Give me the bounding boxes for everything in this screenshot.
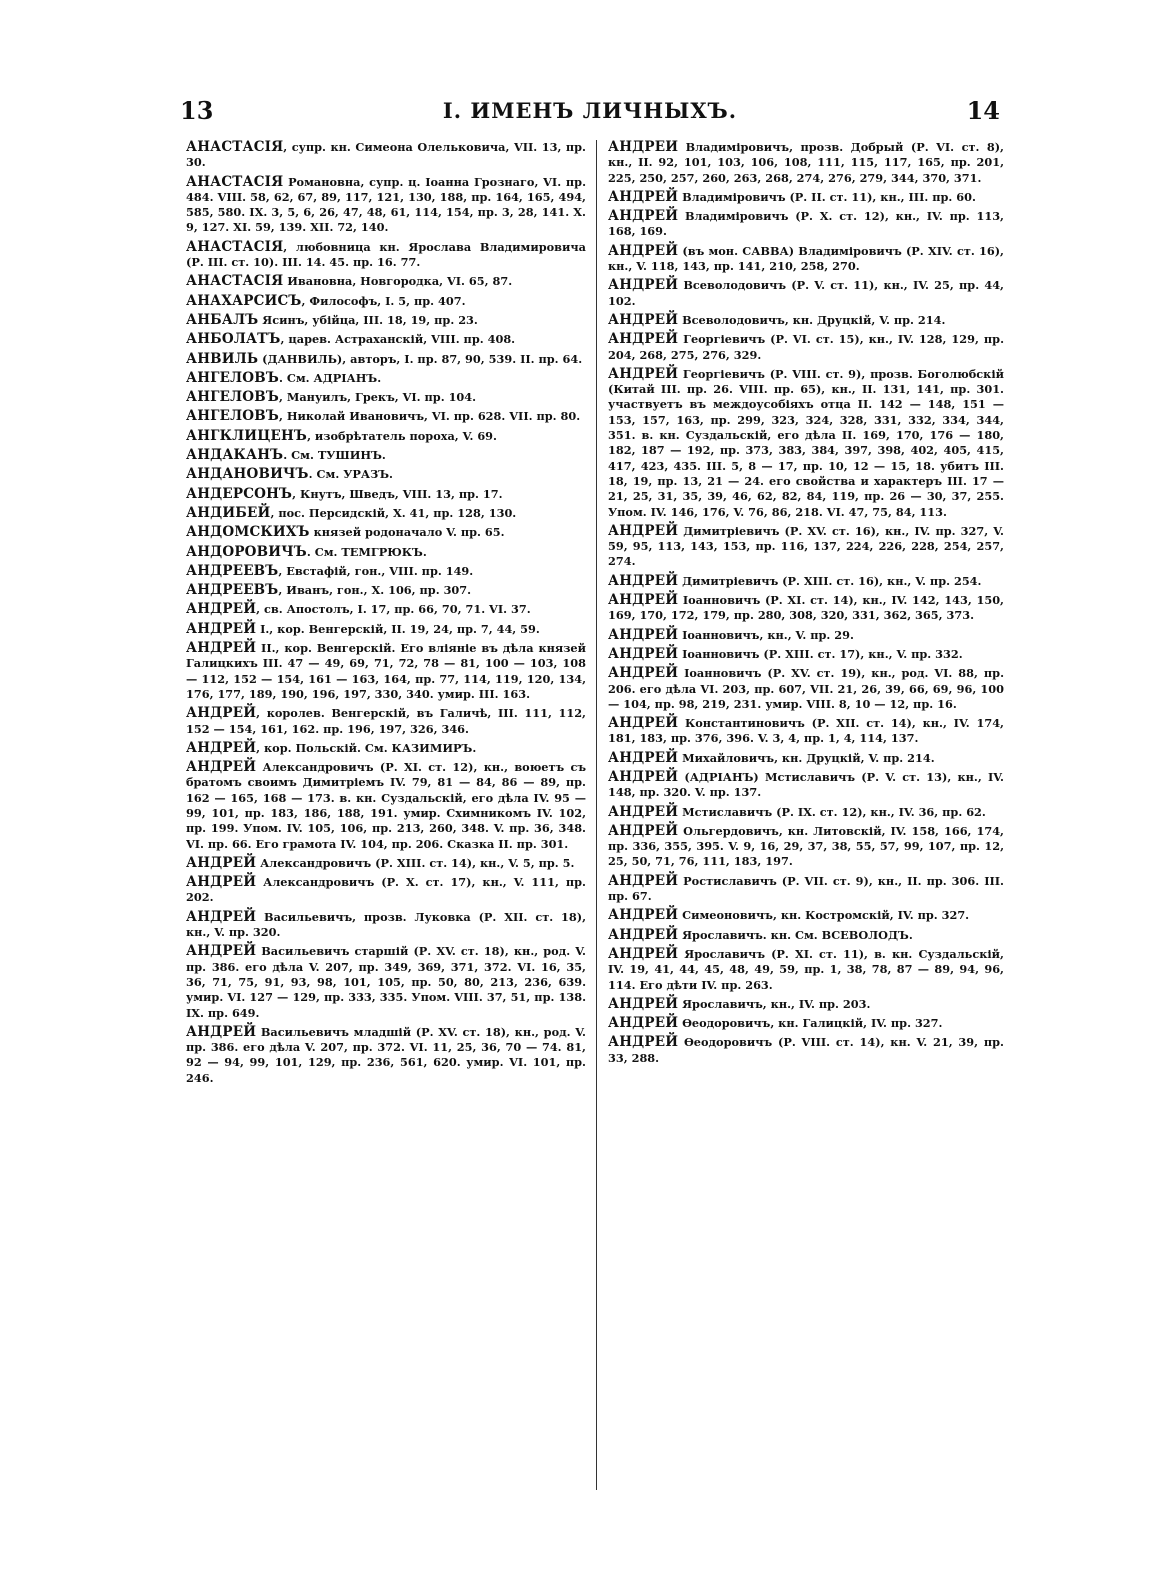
entry-headword: АНДРЕЙ: [608, 626, 679, 643]
index-entry: [608, 751, 1004, 766]
entry-references: Михайловичъ, кн. Друцкій, V. пр. 214.: [678, 750, 935, 765]
index-entry: [186, 622, 586, 637]
entry-headword: АНГЕЛОВЪ: [186, 389, 279, 406]
page-number-left: 13: [180, 96, 214, 125]
index-entry: [608, 770, 1004, 801]
entry-references: Владиміровичъ, прозв. Добрый (Р. VI. ст. 8), кн., II. 92, 101, 103, 106, 108, 111, 115, 117, 165, пр. 201, 225, 250, 257, 260, 263, 268, 274, 276, 279, 344, 370, 371.: [608, 140, 1004, 185]
entry-headword: АНДРЕЙ: [608, 749, 679, 766]
entry-headword: АНДРЕЙ: [608, 926, 679, 943]
entry-headword: АНДРЕЙ: [608, 365, 679, 382]
index-entry: [186, 856, 586, 871]
entry-references: Іоанновичъ (Р. XV. ст. 19), кн., род. VI. 88, пр. 206. его дѣла VI. 203, пр. 607, VII. 21, 26, 39, 66, 69, 96, 100 — 104, пр. 98, 219, 231. умир. VIII. 8, 10 — 12, пр. 16.: [608, 666, 1004, 711]
index-entry: [608, 1016, 1004, 1031]
index-entry: [608, 190, 1004, 205]
index-entry: [608, 574, 1004, 589]
entry-headword: АНАСТАСІЯ: [186, 140, 284, 155]
entry-references: Всеволодовичъ (Р. V. ст. 11), кн., IV. 25, пр. 44, 102.: [608, 278, 1004, 308]
entry-references: князей родоначало V. пр. 65.: [309, 525, 505, 540]
entry-headword: АНДАКАНЪ: [186, 447, 284, 464]
index-entry: [186, 487, 586, 502]
entry-references: , Николай Ивановичъ, VI. пр. 628. VII. пр. 80.: [278, 409, 581, 424]
index-entry: [608, 805, 1004, 820]
index-entry: [186, 602, 586, 617]
index-entry: [608, 716, 1004, 747]
index-entry: [186, 409, 586, 424]
entry-references: , Иванъ, гон., X. 106, пр. 307.: [278, 583, 472, 598]
index-entry: [186, 240, 586, 271]
entry-headword: АНДРЕЙ: [186, 640, 257, 657]
index-entry: [608, 908, 1004, 923]
index-entry: [608, 666, 1004, 712]
entry-headword: АНДРЕЙ: [608, 1034, 679, 1051]
index-entry: [608, 244, 1004, 275]
entry-headword: АНДРЕЙ: [608, 715, 679, 732]
entry-references: Іоанновичъ, кн., V. пр. 29.: [678, 627, 854, 642]
entry-references: Александровичъ (Р. XI. ст. 12), кн., воюетъ съ братомъ своимъ Димитріемъ IV. 79, 81 — 84, 86 — 89, пр. 162 — 165, 168 — 173. в. кн. Суздальскій, его дѣла IV. 95 — 99, 101, пр. 183, 186, 188, 191. умир. Схимникомъ IV. 102, пр. 199. Упом. IV. 105, 106, пр. 213, 260, 348. V. пр. 36, 348. VI. пр. 66. Его грамота IV. 104, пр. 206. Сказка II. пр. 301.: [186, 760, 586, 851]
entry-headword: АНДОМСКИХЪ: [186, 524, 310, 541]
index-entry: [186, 352, 586, 367]
entry-references: , св. Апостолъ, I. 17, пр. 66, 70, 71. VI. 37.: [256, 602, 531, 617]
entry-references: , Мануилъ, Грекъ, VI. пр. 104.: [278, 390, 477, 405]
index-entry: [186, 875, 586, 906]
index-entry: [608, 947, 1004, 993]
entry-headword: АНАСТАСІЯ: [186, 173, 284, 190]
entry-headword: АНДРЕЕВЪ: [186, 562, 279, 579]
entry-references: Константиновичъ (Р. XII. ст. 14), кн., IV. 174, 181, 183, пр. 376, 396. V. 3, 4, пр. 1, 4, 114, 137.: [608, 716, 1004, 746]
entry-headword: АНДРЕЙ: [608, 140, 679, 155]
entry-references: Всеволодовичъ, кн. Друцкій, V. пр. 214.: [678, 312, 946, 327]
section-title: I. ИМЕНЪ ЛИЧНЫХЪ.: [442, 98, 738, 123]
index-entry: [608, 140, 1004, 186]
left-column: [186, 140, 586, 1490]
entry-headword: АНДРЕЙ: [186, 759, 257, 776]
index-entry: [186, 506, 586, 521]
index-entry: [608, 524, 1004, 570]
entry-references: Ясинъ, убійца, III. 18, 19, пр. 23.: [258, 312, 478, 327]
entry-headword: АНДАНОВИЧЪ: [186, 466, 309, 483]
entry-references: , пос. Персидскій, X. 41, пр. 128, 130.: [270, 505, 517, 520]
entry-references: Александровичъ (Р. XIII. ст. 14), кн., V. 5, пр. 5.: [256, 855, 575, 870]
entry-references: Мстиславичъ (Р. IX. ст. 12), кн., IV. 36, пр. 62.: [678, 804, 986, 819]
entry-headword: АНДРЕЙ: [608, 277, 679, 294]
index-entry: [186, 175, 586, 236]
entry-references: , Философъ, I. 5, пр. 407.: [301, 293, 466, 308]
entry-headword: АНГЕЛОВЪ: [186, 369, 279, 386]
index-entry: [186, 467, 586, 482]
entry-references: . См. УРАЗЪ.: [308, 467, 393, 482]
entry-references: , королев. Венгерскій, въ Галичѣ, III. 111, 112, 152 — 154, 161, 162. пр. 196, 197, 326, 346.: [186, 706, 586, 736]
entry-headword: АНДРЕЙ: [608, 945, 679, 962]
index-entry: [608, 997, 1004, 1012]
index-entry: [186, 910, 586, 941]
index-entry: [608, 367, 1004, 520]
index-entry: [608, 874, 1004, 905]
index-entry: [186, 545, 586, 560]
index-entry: [186, 1025, 586, 1086]
index-entry: [186, 525, 586, 540]
entry-references: , изобрѣтатель пороха, V. 69.: [307, 428, 497, 443]
entry-references: (въ мон. САВВА) Владиміровичъ (Р. XIV. ст. 16), кн., V. 118, 143, пр. 141, 210, 258, 270.: [608, 243, 1004, 274]
entry-headword: АНДРЕЙ: [186, 705, 257, 722]
entry-references: (АДРІАНЪ) Мстиславичъ (Р. V. ст. 13), кн., IV. 148, пр. 320. V. пр. 137.: [608, 769, 1004, 800]
entry-references: Владиміровичъ (Р. X. ст. 12), кн., IV. пр. 113, 168, 169.: [608, 209, 1004, 239]
entry-references: . См. АДРІАНЪ.: [278, 370, 382, 385]
index-entry: [186, 641, 586, 702]
entry-headword: АНДРЕЙ: [186, 943, 257, 960]
entry-headword: АНДРЕЕВЪ: [186, 582, 279, 599]
entry-references: I., кор. Венгерскій, II. 19, 24, пр. 7, 44, 59.: [256, 621, 540, 636]
entry-headword: АНДРЕЙ: [608, 572, 679, 589]
index-entry: [186, 313, 586, 328]
index-entry: [186, 371, 586, 386]
index-entry: [186, 429, 586, 444]
entry-references: , Евстафій, гон., VIII. пр. 149.: [278, 563, 474, 578]
entry-references: Георгіевичъ (Р. VIII. ст. 9), прозв. Боголюбскій (Китай III. пр. 26. VIII. пр. 65), кн., II. 131, 141, пр. 301. участвуетъ въ междоусобіяхъ отца II. 142 — 148, 151 — 153, 157, 163, пр. 299, 323, 324, 328, 331, 332, 334, 344, 351. в. кн. Суздальскій, его дѣла II. 169, 170, 176 — 180, 182, 187 — 192, пр. 373, 383, 384, 397, 398, 402, 405, 415, 417, 423, 435. III. 5, 8 — 17, пр. 10, 12 — 15, 18. убитъ III. 18, 19, пр. 13, 21 — 24. его свойства и характеръ III. 17 — 21, 25, 31, 35, 39, 46, 62, 82, 84, 119, пр. 26 — 30, 37, 255. Упом. IV. 146, 176, V. 76, 86, 218. VI. 47, 75, 84, 113.: [608, 366, 1004, 519]
entry-headword: АНАСТАСІЯ: [186, 238, 284, 255]
entry-references: , Кнутъ, Шведъ, VIII. 13, пр. 17.: [292, 486, 503, 501]
entry-headword: АНДРЕЙ: [608, 822, 679, 839]
index-entry: [608, 1035, 1004, 1066]
entry-references: Ярославичъ (Р. XI. ст. 11), в. кн. Суздальскій, IV. 19, 41, 44, 45, 48, 49, 59, пр. 1, 38, 78, 87 — 89, 94, 96, 114. Его дѣти IV. пр. 263.: [608, 946, 1004, 992]
entry-references: Васильевичъ, прозв. Луковка (Р. XII. ст. 18), кн., V. пр. 320.: [186, 909, 586, 940]
index-entry: [186, 274, 586, 289]
entry-headword: АНДЕРСОНЪ: [186, 485, 293, 502]
entry-headword: АНВИЛЬ: [186, 350, 259, 367]
entry-headword: АНДРЕЙ: [608, 872, 679, 889]
entry-references: Владиміровичъ (Р. II. ст. 11), кн., III. пр. 60.: [678, 189, 976, 204]
entry-headword: АНДРЕЙ: [608, 665, 679, 682]
index-entry: [608, 824, 1004, 870]
entry-headword: АНДИБЕЙ: [186, 504, 271, 521]
entry-references: Ярославичъ, кн., IV. пр. 203.: [678, 996, 871, 1011]
entry-references: , царев. Астраханскій, VIII. пр. 408.: [280, 332, 516, 347]
entry-headword: АНДРЕЙ: [608, 311, 679, 328]
entry-headword: АНДРЕЙ: [608, 768, 679, 785]
entry-headword: АНДРЕЙ: [186, 739, 257, 756]
entry-references: Димитріевичъ (Р. XIII. ст. 16), кн., V. пр. 254.: [678, 573, 982, 588]
index-entry: [186, 760, 586, 852]
entry-headword: АНАСТАСІЯ: [186, 273, 284, 290]
index-entry: [186, 448, 586, 463]
entry-references: , кор. Польскій. См. КАЗИМИРЪ.: [256, 740, 477, 755]
entry-references: . См. ТУШИНЪ.: [283, 448, 386, 463]
index-entry: [608, 928, 1004, 943]
entry-headword: АНДРЕЙ: [608, 907, 679, 924]
entry-headword: АНГЕЛОВЪ: [186, 408, 279, 425]
index-entry: [186, 564, 586, 579]
entry-headword: АНГКЛИЦЕНЪ: [186, 427, 308, 444]
entry-headword: АНДРЕЙ: [186, 874, 257, 891]
entry-references: Іоанновичъ (Р. XI. ст. 14), кн., IV. 142, 143, 150, 169, 170, 172, 179, пр. 280, 308, 320, 331, 362, 365, 373.: [608, 593, 1004, 623]
index-entry: [186, 583, 586, 598]
index-entry: [608, 593, 1004, 624]
index-entry: [186, 706, 586, 737]
right-column: [608, 140, 1004, 1490]
index-entry: [186, 741, 586, 756]
entry-headword: АНДРЕЙ: [608, 995, 679, 1012]
entry-headword: АНДРЕЙ: [608, 803, 679, 820]
entry-headword: АНДРЕЙ: [186, 601, 257, 618]
entry-references: Романовна, супр. ц. Іоанна Грознаго, VI. пр. 484. VIII. 58, 62, 67, 89, 117, 121, 130, 188, пр. 164, 165, 494, 585, 580. IX. 3, 5, 6, 26, 47, 48, 61, 114, 154, пр. 3, 28, 141. X. 9, 127. XI. 59, 139. XII. 72, 140.: [186, 174, 586, 235]
entry-references: Александровичъ (Р. X. ст. 17), кн., V. 111, пр. 202.: [186, 875, 586, 905]
entry-headword: АНДРЕЙ: [608, 592, 679, 609]
entry-references: , любовница кн. Ярослава Владимировича (Р. III. ст. 10). III. 14. 45. пр. 16. 77.: [186, 239, 586, 270]
entry-references: II., кор. Венгерскій. Его вліяніе въ дѣла князей Галицкихъ III. 47 — 49, 69, 71, 72, 78 — 81, 100 — 103, 108 — 112, 152 — 154, 161 — 163, 164, пр. 77, 114, 119, 120, 134, 176, 177, 189, 190, 196, 197, 330, 340. умир. III. 163.: [186, 641, 586, 701]
index-entry: [608, 647, 1004, 662]
entry-headword: АНДРЕЙ: [186, 1023, 257, 1040]
entry-headword: АНДРЕЙ: [608, 1015, 679, 1032]
page-number-right: 14: [966, 96, 1000, 125]
page-header: [180, 96, 1000, 130]
index-entry: [186, 294, 586, 309]
entry-headword: АНДРЕЙ: [608, 188, 679, 205]
entry-headword: АНДРЕЙ: [608, 208, 679, 225]
entry-headword: АНДРЕЙ: [608, 242, 679, 259]
index-entry: [186, 332, 586, 347]
index-entry: [608, 313, 1004, 328]
entry-references: Ярославичъ. кн. См. ВСЕВОЛОДЪ.: [678, 927, 913, 942]
index-entry: [186, 944, 586, 1020]
entry-references: Ольгердовичъ, кн. Литовскій, IV. 158, 166, 174, пр. 336, 355, 395. V. 9, 16, 29, 37, 38, 55, 57, 99, 107, пр. 12, 25, 50, 71, 76, 111, 183, 197.: [608, 823, 1004, 869]
entry-headword: АНДРЕЙ: [186, 620, 257, 637]
index-entry: [608, 332, 1004, 363]
entry-references: Ѳеодоровичъ (Р. VIII. ст. 14), кн. V. 21, 39, пр. 33, 288.: [608, 1035, 1004, 1065]
entry-headword: АНДРЕЙ: [186, 908, 257, 925]
entry-references: Димитріевичъ (Р. XV. ст. 16), кн., IV. пр. 327, V. 59, 95, 113, 143, 153, пр. 116, 137, 224, 226, 228, 254, 257, 274.: [608, 523, 1004, 569]
entry-headword: АНДРЕЙ: [608, 645, 679, 662]
entry-references: Ивановна, Новгородка, VI. 65, 87.: [283, 274, 513, 289]
entry-headword: АНДОРОВИЧЪ: [186, 543, 307, 560]
entry-references: Ростиславичъ (Р. VII. ст. 9), кн., II. пр. 306. III. пр. 67.: [608, 873, 1004, 904]
entry-references: Іоанновичъ (Р. XIII. ст. 17), кн., V. пр. 332.: [678, 646, 963, 661]
entry-references: Васильевичъ младшій (Р. XV. ст. 18), кн., род. V. пр. 386. его дѣла V. 207, пр. 372. VI. 11, 25, 36, 70 — 74. 81, 92 — 94, 99, 101, 129, пр. 236, 561, 620. умир. VI. 101, пр. 246.: [186, 1024, 586, 1085]
index-entry: [608, 209, 1004, 240]
entry-headword: АНБАЛЪ: [186, 311, 259, 328]
entry-references: Ѳеодоровичъ, кн. Галицкій, IV. пр. 327.: [678, 1016, 943, 1031]
entry-references: (ДАНВИЛЬ), авторъ, I. пр. 87, 90, 539. II. пр. 64.: [258, 351, 583, 366]
index-entry: [608, 278, 1004, 309]
entry-headword: АНБОЛАТЪ: [186, 331, 281, 348]
column-divider: [596, 140, 597, 1490]
entry-references: Симеоновичъ, кн. Костромскій, IV. пр. 327.: [678, 908, 970, 923]
entry-references: . См. ТЕМГРЮКЪ.: [306, 544, 427, 559]
entry-headword: АНДРЕЙ: [186, 854, 257, 871]
entry-headword: АНДРЕЙ: [608, 522, 679, 539]
entry-references: , супр. кн. Симеона Олельковича, VII. 13, пр. 30.: [186, 140, 586, 170]
index-entry: [186, 140, 586, 171]
entry-headword: АНАХАРСИСЪ: [186, 292, 302, 309]
index-entry: [608, 628, 1004, 643]
entry-references: Васильевичъ старшій (Р. XV. ст. 18), кн., род. V. пр. 386. его дѣла V. 207, пр. 349, 369, 371, 372. VI. 16, 35, 36, 71, 75, 91, 93, 98, 101, 105, пр. 50, 80, 213, 236, 639. умир. VI. 127 — 129, пр. 333, 335. Упом. VIII. 37, 51, пр. 138. IX. пр. 649.: [186, 944, 586, 1020]
entry-headword: АНДРЕЙ: [608, 331, 679, 348]
entry-references: Георгіевичъ (Р. VI. ст. 15), кн., IV. 128, 129, пр. 204, 268, 275, 276, 329.: [608, 332, 1004, 362]
index-entry: [186, 390, 586, 405]
